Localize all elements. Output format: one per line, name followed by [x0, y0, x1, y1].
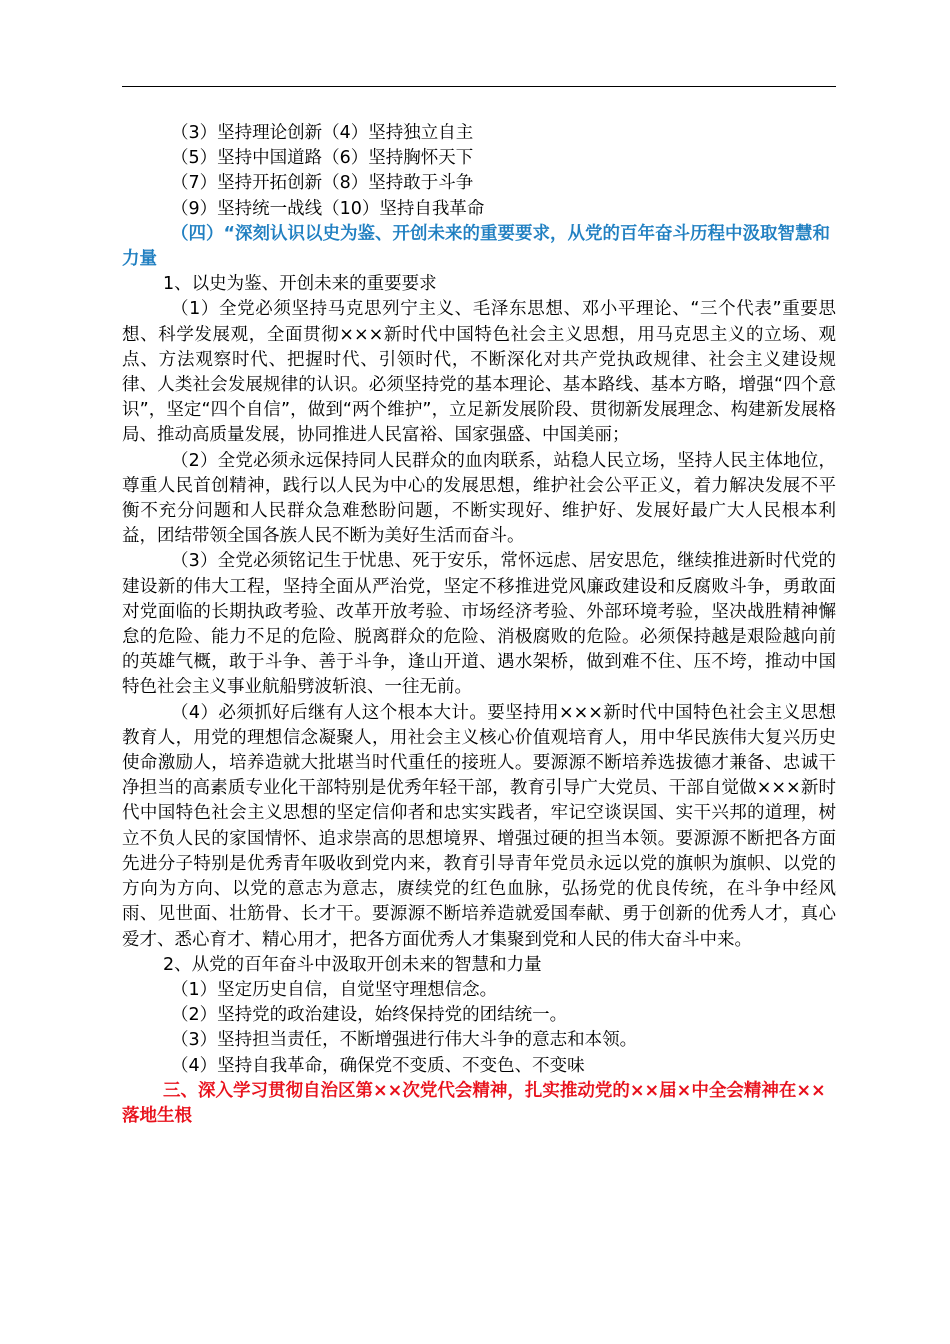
header-rule	[122, 86, 836, 87]
list-item: （1）坚定历史自信，自觉坚守理想信念。	[171, 979, 498, 1000]
list-item: （3）坚持担当责任，不断增强进行伟大斗争的意志和本领。	[171, 1030, 638, 1051]
list-item: （9）坚持统一战线（10）坚持自我革命	[171, 198, 485, 219]
subsection-title-2: 2、从党的百年奋斗中汲取开创未来的智慧和力量	[163, 954, 542, 975]
paragraph: （3）全党必须铭记生于忧患、死于安乐，常怀远虑、居安思危，继续推进新时代党的建设新的伟大工程，坚持全面从严治党，坚定不移推进党风廉政建设和反腐败斗争，勇敢面对党面临的长期执政考验、改革开放考验、市场经济考验、外部环境考验，坚决战胜精神懈怠的危险、能力不足的危险、脱离群众的危险、消极腐败的危险。必须保持越是艰险越向前的英雄气概，敢于斗争、善于斗争，逢山开道、遇水架桥，做到难不住、压不垮，推动中国特色社会主义事业航船劈波斩浪、一往无前。	[122, 551, 836, 698]
list-item: （7）坚持开拓创新（8）坚持敢于斗争	[171, 173, 474, 194]
paragraph: （2）全党必须永远保持同人民群众的血肉联系，站稳人民立场，坚持人民主体地位，尊重人民首创精神，践行以人民为中心的发展思想，维护社会公平正义，着力解决发展不平衡不充分问题和人民群众急难愁盼问题，不断实现好、维护好、发展好最广大人民根本利益，团结带领全国各族人民不断为美好生活而奋斗。	[122, 450, 836, 547]
document-body	[122, 121, 836, 1129]
paragraph: （4）必须抓好后继有人这个根本大计。要坚持用×××新时代中国特色社会主义思想教育人，用党的理想信念凝聚人，用社会主义核心价值观培育人，用中华民族伟大复兴历史使命激励人，培养造就大批堪当时代重任的接班人。要源源不断培养选拔德才兼备、忠诚干净担当的高素质专业化干部特别是优秀年轻干部，教育引导广大党员、干部自觉做×××新时代中国特色社会主义思想的坚定信仰者和忠实实践者，牢记空谈误国、实干兴邦的道理，树立不负人民的家国情怀、追求崇高的思想境界、增强过硬的担当本领。要源源不断把各方面先进分子特别是优秀青年吸收到党内来，教育引导青年党员永远以党的旗帜为旗帜、以党的方向为方向、以党的意志为意志，赓续党的红色血脉，弘扬党的优良传统，在斗争中经风雨、见世面、壮筋骨、长才干。要源源不断培养造就爱国奉献、勇于创新的优秀人才，真心爱才、悉心育才、精心用才，把各方面优秀人才集聚到党和人民的伟大奋斗中来。	[122, 702, 836, 950]
section-heading-four: （四）“深刻认识以史为鉴、开创未来的重要要求，从党的百年奋斗历程中汲取智慧和力量	[122, 223, 830, 270]
section-heading-three: 三、深入学习贯彻自治区第××次党代会精神，扎实推动党的××届×中全会精神在××落地生根	[122, 1080, 826, 1126]
list-item: （3）坚持理论创新（4）坚持独立自主	[171, 123, 474, 143]
list-item: （4）坚持自我革命，确保党不变质、不变色、不变味	[171, 1055, 585, 1076]
paragraph: （1）全党必须坚持马克思列宁主义、毛泽东思想、邓小平理论、“三个代表”重要思想、科学发展观，全面贯彻×××新时代中国特色社会主义思想，用马克思主义的立场、观点、方法观察时代、把握时代、引领时代，不断深化对共产党执政规律、社会主义建设规律、人类社会发展规律的认识。必须坚持党的基本理论、基本路线、基本方略，增强“四个意识”，坚定“四个自信”，做到“两个维护”，立足新发展阶段、贯彻新发展理念、构建新发展格局、推动高质量发展，协同推进人民富裕、国家强盛、中国美丽；	[122, 299, 836, 446]
list-item: （2）坚持党的政治建设，始终保持党的团结统一。	[171, 1005, 568, 1026]
list-item: （5）坚持中国道路（6）坚持胸怀天下	[171, 148, 474, 169]
subsection-title-1: 1、以史为鉴、开创未来的重要要求	[163, 274, 437, 295]
